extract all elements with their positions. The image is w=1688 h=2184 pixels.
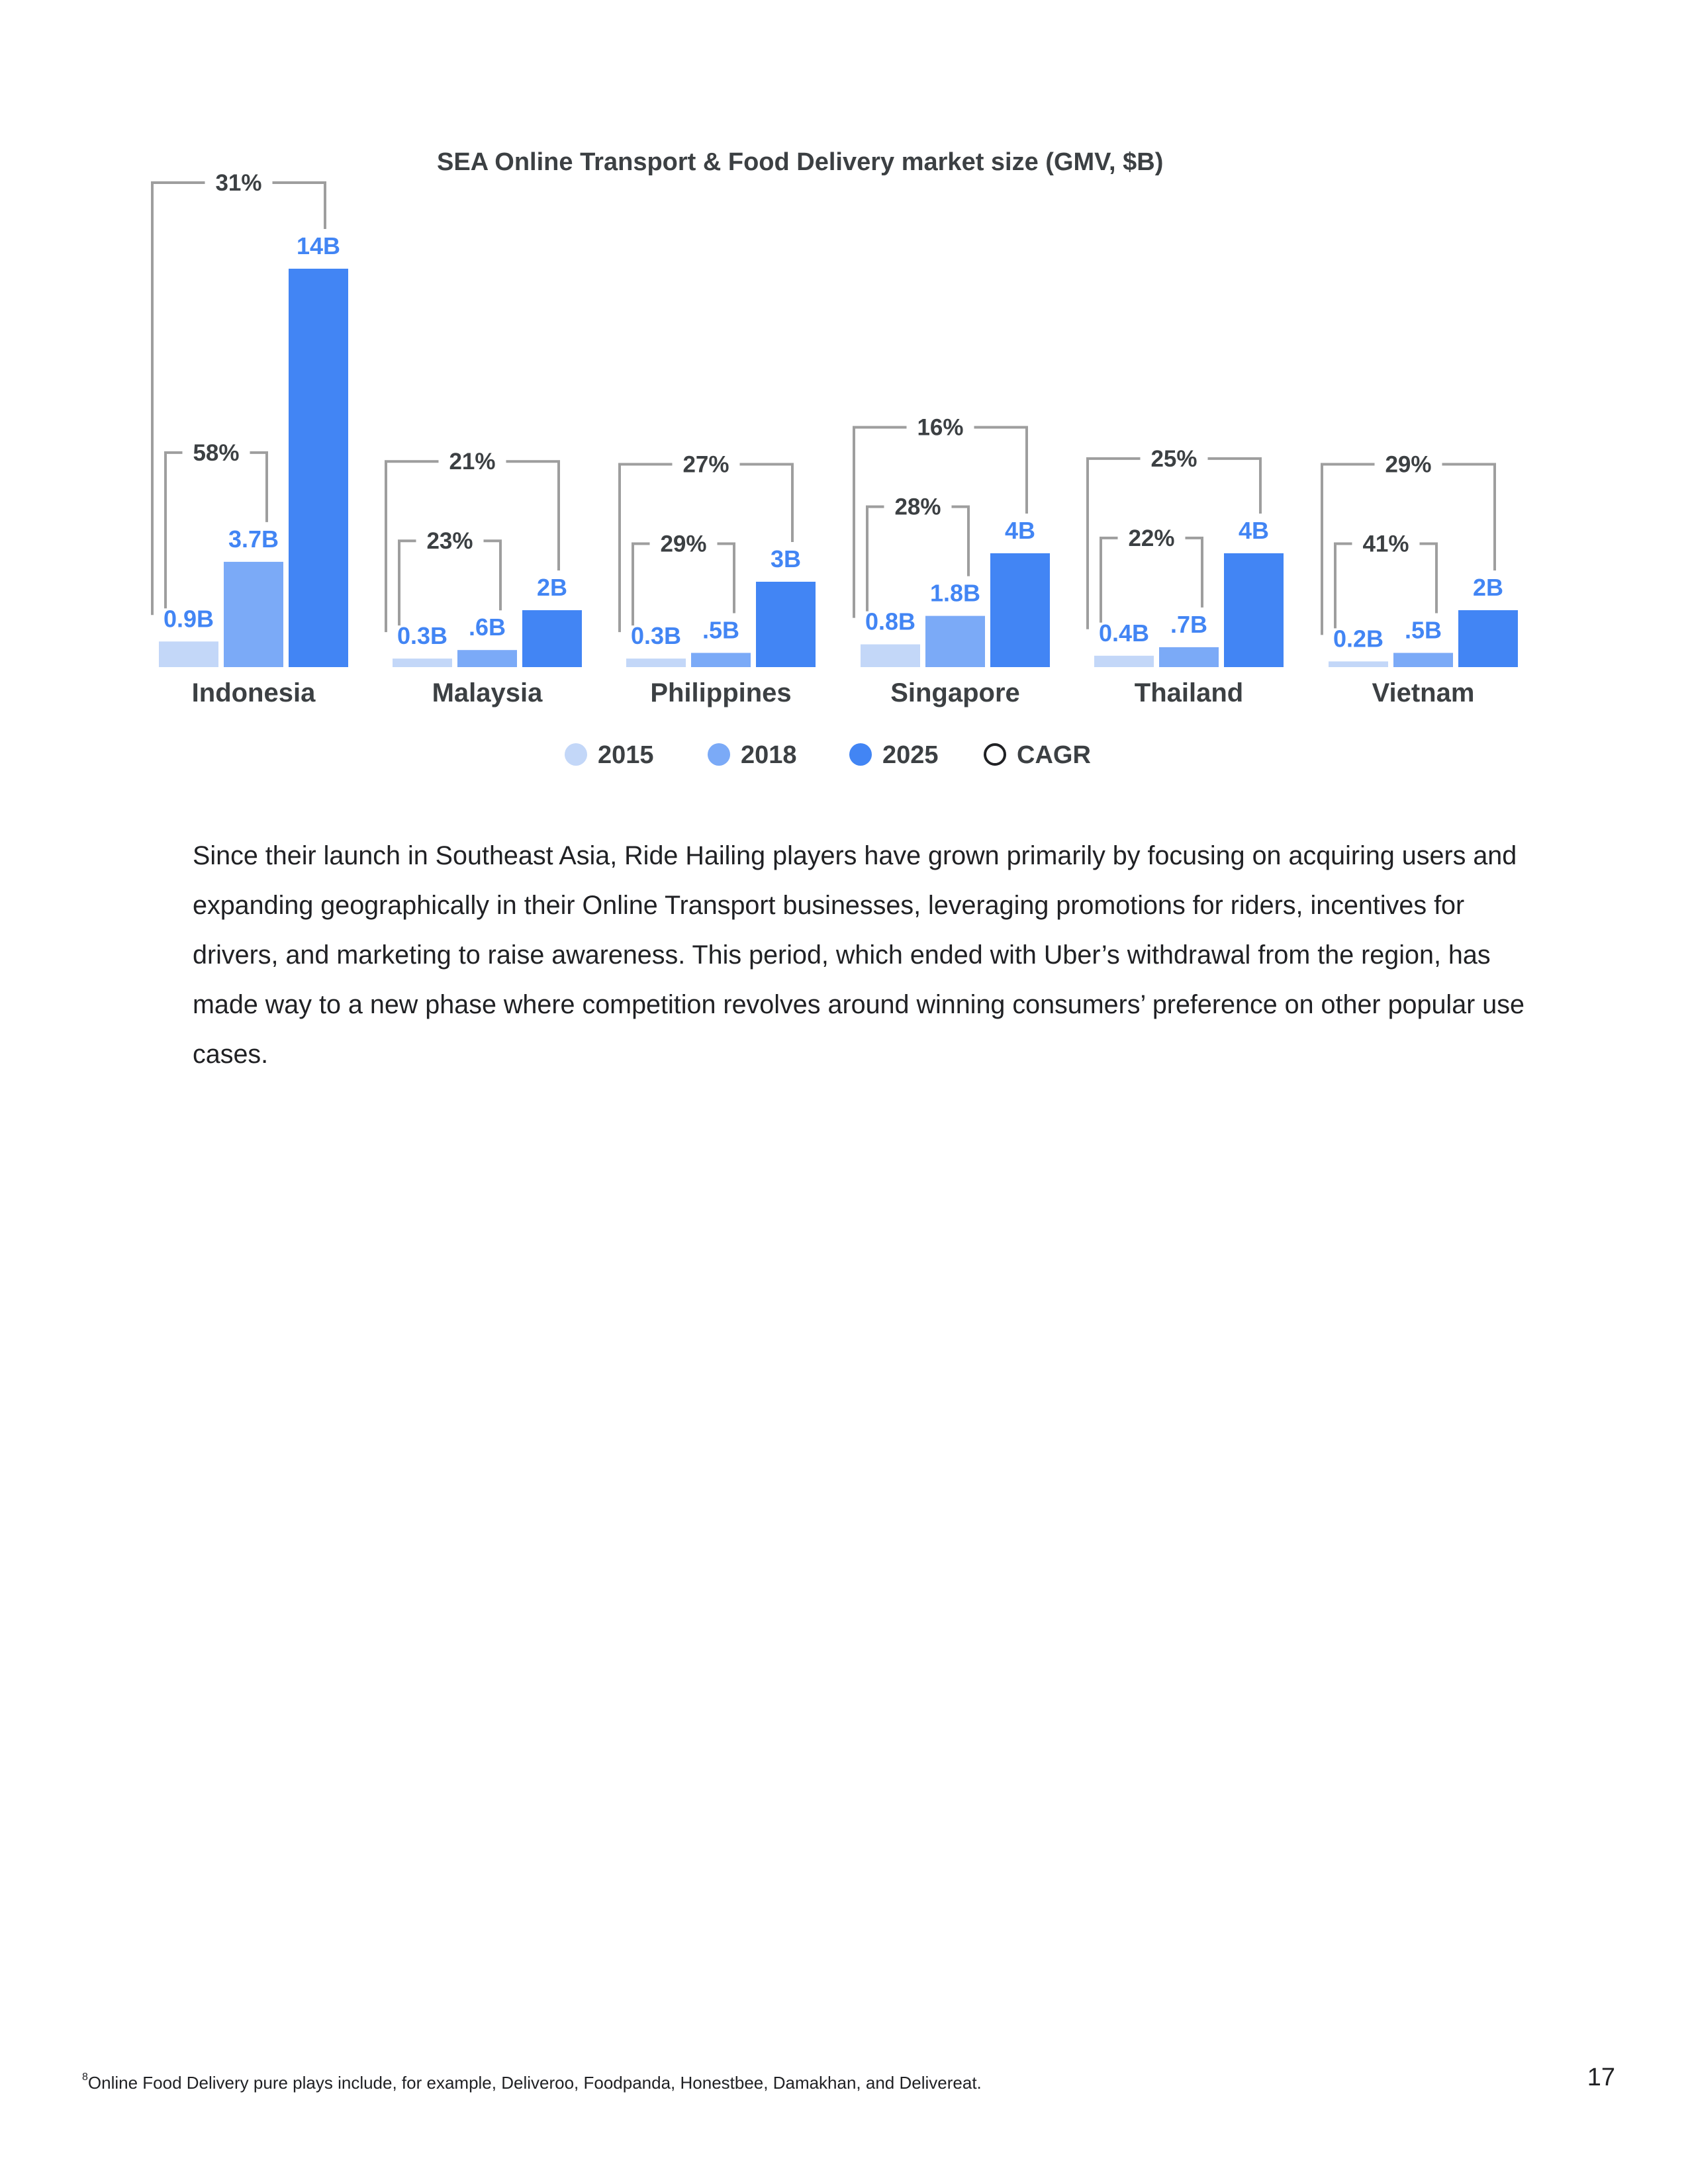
value-label-2025-indonesia: 14B <box>296 232 341 259</box>
cagr-outer-philippines-label: 27% <box>682 451 729 478</box>
legend-label-2015: 2015 <box>598 741 654 769</box>
value-label-2018-singapore: 1.8B <box>929 579 981 607</box>
value-label-2015-malaysia: 0.3B <box>397 622 448 650</box>
bar-2015-singapore <box>861 645 920 667</box>
bar-2018-thailand <box>1159 647 1219 667</box>
value-label-2018-philippines: .5B <box>702 616 740 644</box>
category-label-indonesia: Indonesia <box>191 678 316 707</box>
cagr-inner-indonesia-label: 58% <box>193 439 240 466</box>
cagr-outer-vietnam-label: 29% <box>1385 451 1432 478</box>
value-label-2018-indonesia: 3.7B <box>228 525 279 553</box>
bar-2025-thailand <box>1224 553 1284 667</box>
page-number: 17 <box>1587 2064 1615 2091</box>
chart-title: SEA Online Transport & Food Delivery market size (GMV, $B) <box>437 148 1164 176</box>
value-label-2015-philippines: 0.3B <box>630 622 682 650</box>
cagr-inner-thailand-label: 22% <box>1128 525 1175 551</box>
category-label-vietnam: Vietnam <box>1372 678 1475 707</box>
bar-2025-indonesia <box>289 269 348 667</box>
category-label-singapore: Singapore <box>890 678 1020 707</box>
category-label-philippines: Philippines <box>650 678 792 707</box>
value-label-2025-malaysia: 2B <box>536 574 568 601</box>
value-label-2018-malaysia: .6B <box>468 614 506 641</box>
legend-swatch-cagr <box>985 745 1005 764</box>
value-label-2015-singapore: 0.8B <box>865 608 916 635</box>
value-label-2015-thailand: 0.4B <box>1098 619 1150 647</box>
bar-2025-vietnam <box>1458 610 1518 667</box>
category-label-thailand: Thailand <box>1134 678 1244 707</box>
bar-2015-vietnam <box>1329 661 1388 667</box>
category-label-malaysia: Malaysia <box>432 678 543 707</box>
cagr-inner-vietnam-label: 41% <box>1362 531 1409 557</box>
value-label-2015-vietnam: 0.2B <box>1333 625 1384 653</box>
bar-2015-malaysia <box>393 659 452 667</box>
value-label-2025-thailand: 4B <box>1238 517 1270 544</box>
footnote-text: Online Food Delivery pure plays include, for example, Deliveroo, Foodpanda, Honestbee, Damakhan, and Delivereat. <box>87 2073 982 2093</box>
cagr-outer-thailand-label: 25% <box>1150 445 1197 472</box>
legend-label-2018: 2018 <box>741 741 797 769</box>
cagr-inner-malaysia-label: 23% <box>426 528 473 555</box>
value-label-2025-vietnam: 2B <box>1472 574 1504 601</box>
cagr-outer-indonesia-label: 31% <box>215 170 262 196</box>
bar-2025-philippines <box>756 582 816 667</box>
body-paragraph: Since their launch in Southeast Asia, Ride Hailing players have grown primarily by focusing on acquiring users and expanding geographically in their Online Transport businesses, leveraging promotions for riders, incentives for drivers, and marketing to raise awareness. This period, which ended with Uber’s withdrawal from the region, has made way to a new phase where competition revolves around winning consumers’ preference on other popular use cases. <box>193 841 1524 1069</box>
value-label-2018-vietnam: .5B <box>1404 616 1442 644</box>
bar-2015-indonesia <box>159 641 218 667</box>
value-label-2025-singapore: 4B <box>1004 517 1036 544</box>
legend-swatch-2025 <box>849 743 872 766</box>
legend-swatch-2018 <box>708 743 730 766</box>
cagr-inner-singapore-label: 28% <box>894 494 941 520</box>
value-label-2018-thailand: .7B <box>1170 610 1208 638</box>
market-size-chart <box>0 0 1688 794</box>
legend-label-2025: 2025 <box>882 741 939 769</box>
value-label-2025-philippines: 3B <box>770 545 802 572</box>
bar-2015-thailand <box>1094 656 1154 667</box>
footnote <box>82 2073 1406 2093</box>
bar-2018-philippines <box>691 653 751 668</box>
legend-label-cagr: CAGR <box>1017 741 1091 769</box>
cagr-inner-philippines-label: 29% <box>660 531 707 557</box>
footnote-marker: 8 <box>82 2071 88 2083</box>
legend-swatch-2015 <box>565 743 587 766</box>
bar-2025-singapore <box>990 553 1050 667</box>
bar-2015-philippines <box>626 659 686 667</box>
bar-2025-malaysia <box>522 610 582 667</box>
bar-2018-malaysia <box>457 650 517 667</box>
value-label-2015-indonesia: 0.9B <box>163 605 214 633</box>
bar-2018-vietnam <box>1393 653 1453 668</box>
bar-2018-singapore <box>925 616 985 667</box>
bar-2018-indonesia <box>224 562 283 667</box>
cagr-outer-malaysia-label: 21% <box>449 449 496 475</box>
cagr-outer-singapore-label: 16% <box>917 414 964 441</box>
